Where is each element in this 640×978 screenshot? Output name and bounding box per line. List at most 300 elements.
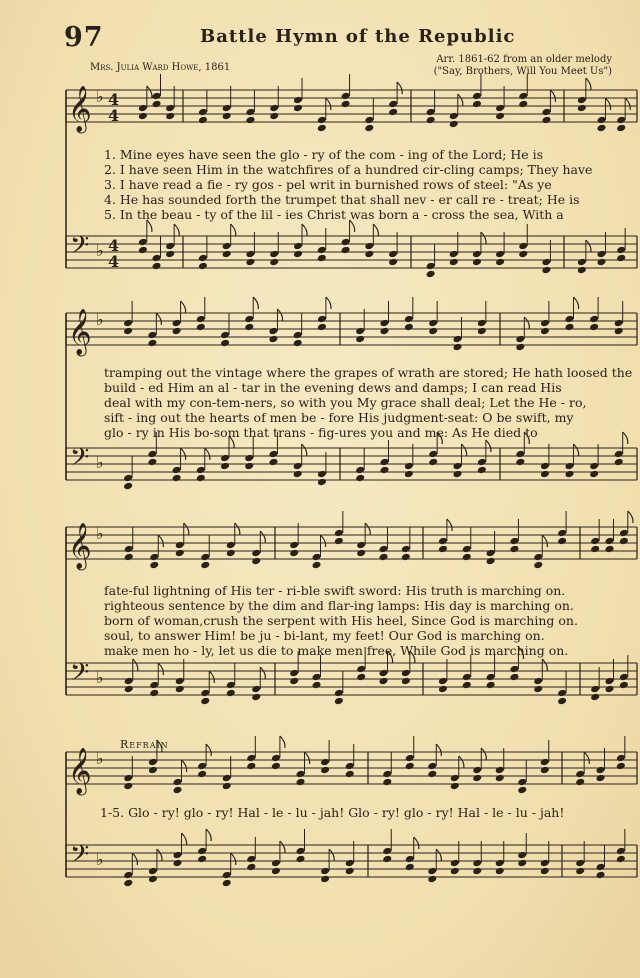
system-2-bass-notehead xyxy=(317,470,327,479)
system-4-bass-notehead xyxy=(382,855,392,864)
system-1-meter-bottom: 4 xyxy=(108,106,120,125)
system-4-treble-notehead xyxy=(405,762,415,771)
system-4-bass-notehead xyxy=(320,867,330,876)
system-1-bass-flat: ♭ xyxy=(96,241,104,260)
system-1-treble-notehead xyxy=(472,100,482,109)
system-4-treble-notehead xyxy=(596,774,606,783)
system-2-bass-notehead xyxy=(244,462,254,471)
system-4-bass-notehead xyxy=(246,863,256,872)
system-4-treble-notehead xyxy=(616,754,626,763)
system-2-bass-notehead xyxy=(453,462,463,471)
system-1-treble-notehead xyxy=(364,116,374,125)
system-4-bass-notehead xyxy=(575,859,585,868)
system-1-treble-notehead xyxy=(341,100,351,109)
system-3-bass-notehead xyxy=(312,673,322,682)
system-3-bass-notehead xyxy=(557,697,567,706)
system-3-bass-notehead xyxy=(462,681,472,690)
system-3-treble-notehead xyxy=(251,549,261,558)
system-1-verse-4-lyric: 4. He has sounded forth the trumpet that shall nev - er call re - treat; He is xyxy=(104,192,580,207)
system-3-bass-notehead xyxy=(605,677,615,686)
system-4-bass-notehead xyxy=(450,867,460,876)
system-3-bass-notehead xyxy=(462,673,472,682)
system-2-verse-5-lyric: glo - ry in His bo-som that trans - fig-ures you and me: As He died to xyxy=(104,425,538,440)
system-2-bass-notehead xyxy=(220,462,230,471)
system-1-bass-notehead xyxy=(198,254,208,263)
system-2-bass-notehead xyxy=(614,458,624,467)
system-1-bass-notehead xyxy=(388,258,398,267)
system-4-treble-flag xyxy=(305,752,310,764)
system-3-bass-notehead xyxy=(486,681,496,690)
system-1-bass-notehead xyxy=(597,258,607,267)
system-1-bass-notehead xyxy=(222,250,232,259)
system-3-bass-notehead xyxy=(124,677,134,686)
system-2-treble-notehead xyxy=(196,315,206,324)
system-1-bass-notehead xyxy=(495,258,505,267)
system-2-bass-notehead xyxy=(196,466,206,475)
system-1-treble-notehead xyxy=(152,100,162,109)
system-2-bass-notehead xyxy=(515,450,525,459)
system-3-treble-notehead xyxy=(251,557,261,566)
system-2-treble-clef: 𝄞 xyxy=(68,309,92,355)
system-3-treble-notehead xyxy=(605,545,615,554)
system-2-treble-flat: ♭ xyxy=(96,310,104,329)
system-4-treble-notehead xyxy=(575,770,585,779)
system-2-treble-notehead xyxy=(317,315,327,324)
system-2-bass-notehead xyxy=(565,462,575,471)
system-3-bass-notehead xyxy=(486,673,496,682)
system-3-treble-flag xyxy=(365,523,370,535)
system-4-bass-notehead xyxy=(382,847,392,856)
system-3-bass-flag xyxy=(260,667,265,679)
system-4-treble-notehead xyxy=(123,782,133,791)
system-1-treble-flag xyxy=(326,98,331,110)
system-2-bass-notehead xyxy=(380,458,390,467)
system-2-verse-4-lyric: sift - ing out the hearts of men be - fore His judgment-seat: O be swift, my xyxy=(104,410,574,425)
system-4-treble-notehead xyxy=(320,758,330,767)
system-1-bass-notehead xyxy=(577,258,587,267)
system-2-bass-notehead xyxy=(317,478,327,487)
system-4-treble-notehead xyxy=(148,766,158,775)
system-4-treble-notehead xyxy=(596,766,606,775)
system-3-treble-notehead xyxy=(590,545,600,554)
system-2-treble-flag xyxy=(181,301,186,313)
system-4-bass-flag xyxy=(414,837,419,849)
system-3-treble-notehead xyxy=(289,549,299,558)
system-3-bass-notehead xyxy=(124,685,134,694)
system-4-bass-notehead xyxy=(472,859,482,868)
system-3-bass-notehead xyxy=(619,673,629,682)
system-1-treble-notehead xyxy=(541,116,551,125)
system-3-bass-notehead xyxy=(251,693,261,702)
system-2-bass-notehead xyxy=(428,450,438,459)
system-3-treble-notehead xyxy=(401,545,411,554)
system-4-bass-notehead xyxy=(540,867,550,876)
system-1-treble-notehead xyxy=(138,104,148,113)
system-3-treble-notehead xyxy=(379,545,389,554)
system-4-treble-flag xyxy=(157,740,162,752)
system-4-treble-notehead xyxy=(345,762,355,771)
system-2-treble-flag xyxy=(574,297,579,309)
system-2-treble-notehead xyxy=(123,327,133,336)
system-4-treble-notehead xyxy=(246,762,256,771)
system-1-bass-flag xyxy=(481,232,486,244)
system-2-treble-notehead xyxy=(404,315,414,324)
system-4-treble-flat: ♭ xyxy=(96,749,104,768)
system-2-bass-notehead xyxy=(477,458,487,467)
system-3-bass-flat: ♭ xyxy=(96,668,104,687)
system-3-bass-notehead xyxy=(438,685,448,694)
system-2-treble-notehead xyxy=(428,319,438,328)
system-2-treble-notehead xyxy=(565,323,575,332)
system-2-bass-notehead xyxy=(196,474,206,483)
system-2-treble-notehead xyxy=(293,331,303,340)
system-2-bass-notehead xyxy=(589,462,599,471)
system-2-bass-flat: ♭ xyxy=(96,453,104,472)
system-1-meter-top: 4 xyxy=(108,236,120,255)
system-3-verse-3-lyric: born of woman,crush the serpent with His heel, Since God is marching on. xyxy=(104,613,578,628)
system-3-treble-notehead xyxy=(149,553,159,562)
system-4-treble-notehead xyxy=(271,754,281,763)
system-1-meter-top: 4 xyxy=(108,90,120,109)
system-3-treble-notehead xyxy=(334,537,344,546)
system-2-bass-notehead xyxy=(515,458,525,467)
system-3-bass-notehead xyxy=(226,681,236,690)
system-4-bass-notehead xyxy=(246,855,256,864)
system-1-treble-notehead xyxy=(269,104,279,113)
system-4-treble-notehead xyxy=(472,766,482,775)
system-3-treble-notehead xyxy=(175,549,185,558)
system-1-treble-notehead xyxy=(341,92,351,101)
system-1-bass-notehead xyxy=(449,258,459,267)
system-3-treble-notehead xyxy=(124,553,134,562)
system-1-bass-notehead xyxy=(152,262,162,271)
system-4-treble-notehead xyxy=(427,770,437,779)
system-3-bass-notehead xyxy=(533,677,543,686)
system-4-bass-notehead xyxy=(495,859,505,868)
system-1-treble-notehead xyxy=(165,104,175,113)
system-4-treble-notehead xyxy=(222,782,232,791)
system-1-bass-notehead xyxy=(341,246,351,255)
system-2-treble-notehead xyxy=(589,315,599,324)
system-3-treble-notehead xyxy=(175,541,185,550)
system-1-treble-notehead xyxy=(364,124,374,133)
system-1-bass-notehead xyxy=(293,242,303,251)
system-3-treble-notehead xyxy=(334,529,344,538)
system-1-treble-notehead xyxy=(198,108,208,117)
system-2-bass-notehead xyxy=(355,466,365,475)
system-1-bass-notehead xyxy=(152,254,162,263)
system-2-bass-notehead xyxy=(540,470,550,479)
system-2-verse-2-lyric: build - ed Him an al - tar in the evening dews and damps; I can read His xyxy=(104,380,562,395)
system-4-verse-1-lyric: 1-5. Glo - ry! glo - ry! Hal - le - lu - jah! Glo - ry! glo - ry! Hal - le - lu - jah! xyxy=(100,805,565,820)
system-3-bass-notehead xyxy=(401,677,411,686)
system-1-bass-notehead xyxy=(426,270,436,279)
system-1-treble-notehead xyxy=(495,112,505,121)
system-2-bass-notehead xyxy=(220,454,230,463)
system-3-bass-notehead xyxy=(379,677,389,686)
system-2-treble-notehead xyxy=(540,327,550,336)
system-4-bass-notehead xyxy=(222,871,232,880)
system-4-treble-flag xyxy=(436,744,441,756)
system-3-treble-notehead xyxy=(124,545,134,554)
system-4-treble-notehead xyxy=(405,754,415,763)
system-4-treble-notehead xyxy=(450,782,460,791)
system-3-verse-4-lyric: soul, to answer Him! be ju - bi-lant, my feet! Our God is marching on. xyxy=(104,628,545,643)
system-2-treble-notehead xyxy=(515,335,525,344)
system-2-bass-notehead xyxy=(123,482,133,491)
system-4-treble-notehead xyxy=(320,766,330,775)
system-1-treble-flat: ♭ xyxy=(96,87,104,106)
system-4-treble-notehead xyxy=(123,774,133,783)
system-1-bass-flag xyxy=(302,224,307,236)
system-1-bass-flag xyxy=(586,240,591,252)
system-3-treble-notehead xyxy=(533,561,543,570)
system-3-treble-notehead xyxy=(438,545,448,554)
system-2-bass-notehead xyxy=(380,466,390,475)
system-3-verse-5-lyric: make men ho - ly, let us die to make men free, While God is marching on. xyxy=(104,643,569,658)
system-2-treble-flag xyxy=(277,309,282,321)
system-4-treble-notehead xyxy=(246,754,256,763)
system-2-bass-notehead xyxy=(404,470,414,479)
system-1-bass-notehead xyxy=(616,254,626,263)
system-3-bass-flag xyxy=(158,663,163,675)
system-4-bass-notehead xyxy=(345,867,355,876)
system-4-treble-notehead xyxy=(517,786,527,795)
system-3-treble-flag xyxy=(260,531,265,543)
system-3-bass-notehead xyxy=(356,665,366,674)
system-4-bass-flag xyxy=(329,849,334,861)
arrangement-line-1: Arr. 1861-62 from an older melody xyxy=(436,54,612,65)
system-2-bass-flag xyxy=(574,444,579,456)
system-4-bass-notehead xyxy=(517,851,527,860)
system-4-bass-notehead xyxy=(320,875,330,884)
system-4-bass-notehead xyxy=(427,875,437,884)
system-2-bass-notehead xyxy=(540,462,550,471)
system-4-bass-flag xyxy=(132,853,137,865)
system-4-bass-notehead xyxy=(197,847,207,856)
system-2-treble-notehead xyxy=(293,339,303,348)
system-3-bass-notehead xyxy=(605,685,615,694)
system-1-treble-notehead xyxy=(245,116,255,125)
system-4-bass-notehead xyxy=(427,867,437,876)
system-1-treble-notehead xyxy=(388,100,398,109)
system-2-treble-notehead xyxy=(404,323,414,332)
system-1-bass-flag xyxy=(174,224,179,236)
system-1-treble-notehead xyxy=(426,108,436,117)
system-2-treble-notehead xyxy=(147,339,157,348)
system-1-treble-notehead xyxy=(198,116,208,125)
system-2-treble-notehead xyxy=(317,323,327,332)
system-2-verse-1-lyric: tramping out the vintage where the grapes of wrath are stored; He hath loosed the xyxy=(104,365,633,380)
hymn-number: 97 xyxy=(64,22,104,53)
system-3-bass-notehead xyxy=(289,677,299,686)
system-1-bass-notehead xyxy=(245,250,255,259)
system-1-treble-flag xyxy=(606,98,611,110)
system-1-bass-flag xyxy=(373,224,378,236)
system-3-bass-notehead xyxy=(590,693,600,702)
system-4-bass-notehead xyxy=(148,867,158,876)
system-2-treble-notehead xyxy=(589,323,599,332)
system-4-treble-notehead xyxy=(382,770,392,779)
system-4-bass-notehead xyxy=(271,859,281,868)
system-2-bass-flag xyxy=(623,432,628,444)
system-4-treble-flag xyxy=(206,744,211,756)
system-3-treble-notehead xyxy=(509,545,519,554)
system-3-bass-flag xyxy=(542,659,547,671)
system-3-treble-notehead xyxy=(379,553,389,562)
system-2-bass-notehead xyxy=(565,470,575,479)
system-1-treble-clef: 𝄞 xyxy=(68,86,92,132)
system-2-treble-notehead xyxy=(380,319,390,328)
system-2-bass-notehead xyxy=(172,466,182,475)
system-1-bass-notehead xyxy=(138,238,148,247)
system-1-treble-notehead xyxy=(222,112,232,121)
system-4-treble-notehead xyxy=(616,762,626,771)
system-4-treble-notehead xyxy=(575,778,585,787)
system-4-treble-notehead xyxy=(173,786,183,795)
system-4-bass-notehead xyxy=(575,867,585,876)
system-4-treble-flag xyxy=(584,752,589,764)
system-3-treble-flag xyxy=(542,535,547,547)
system-2-treble-notehead xyxy=(540,319,550,328)
system-3-bass-notehead xyxy=(200,689,210,698)
system-4-treble-notehead xyxy=(197,770,207,779)
refrain-label: Refrain xyxy=(120,738,169,751)
system-2-bass-notehead xyxy=(268,458,278,467)
system-3-bass-notehead xyxy=(509,665,519,674)
system-4-bass-notehead xyxy=(148,875,158,884)
system-1-bass-notehead xyxy=(388,250,398,259)
system-1-bass-notehead xyxy=(426,262,436,271)
system-3-treble-notehead xyxy=(619,537,629,546)
system-1-bass-notehead xyxy=(198,262,208,271)
system-4-bass-notehead xyxy=(596,871,606,880)
system-3-treble-notehead xyxy=(486,557,496,566)
system-3-bass-notehead xyxy=(401,669,411,678)
arrangement-line-2: ("Say, Brothers, Will You Meet Us") xyxy=(433,66,612,77)
system-1-treble-notehead xyxy=(269,112,279,121)
system-2-treble-flag xyxy=(524,317,529,329)
system-1-bass-notehead xyxy=(616,246,626,255)
system-2-treble-notehead xyxy=(172,319,182,328)
system-2-bass-notehead xyxy=(428,458,438,467)
system-2-treble-notehead xyxy=(268,335,278,344)
system-3-treble-flag xyxy=(184,523,189,535)
system-3-bass-flag xyxy=(209,671,214,683)
system-4-treble-flag xyxy=(481,748,486,760)
system-4-treble-notehead xyxy=(345,770,355,779)
system-3-treble-notehead xyxy=(619,529,629,538)
system-3-treble-flat: ♭ xyxy=(96,524,104,543)
system-1-treble-notehead xyxy=(293,96,303,105)
system-2-treble-notehead xyxy=(453,343,463,352)
system-2-treble-notehead xyxy=(355,327,365,336)
system-1-treble-flag xyxy=(147,86,152,98)
system-4-treble-notehead xyxy=(197,762,207,771)
system-2-treble-notehead xyxy=(268,327,278,336)
system-4-treble-flag xyxy=(182,760,187,772)
system-1-treble-flag xyxy=(550,90,555,102)
system-4-bass-notehead xyxy=(596,863,606,872)
system-3-treble-notehead xyxy=(462,553,472,562)
system-1-verse-3-lyric: 3. I have read a fie - ry gos - pel writ in burnished rows of steel: "As ye xyxy=(104,177,552,192)
system-1-treble-notehead xyxy=(388,108,398,117)
system-1-treble-notehead xyxy=(449,120,459,129)
system-2-bass-flag xyxy=(181,448,186,460)
system-3-bass-notehead xyxy=(379,669,389,678)
system-4-treble-flag xyxy=(459,756,464,768)
system-3-bass-notehead xyxy=(175,685,185,694)
system-1-treble-notehead xyxy=(616,116,626,125)
system-3-treble-notehead xyxy=(590,537,600,546)
system-2-bass-notehead xyxy=(268,450,278,459)
system-1-treble-notehead xyxy=(472,92,482,101)
system-4-bass-notehead xyxy=(495,867,505,876)
system-3-treble-notehead xyxy=(312,553,322,562)
system-3-treble-notehead xyxy=(533,553,543,562)
system-1-treble-notehead xyxy=(495,104,505,113)
system-3-treble-flag xyxy=(447,519,452,531)
system-3-bass-clef: 𝄢 xyxy=(70,658,90,693)
system-2-bass-notehead xyxy=(293,470,303,479)
system-1-treble-notehead xyxy=(245,108,255,117)
system-1-bass-notehead xyxy=(269,250,279,259)
system-4-treble-notehead xyxy=(173,778,183,787)
system-3-bass-notehead xyxy=(149,681,159,690)
system-2-treble-notehead xyxy=(147,331,157,340)
system-1-treble-notehead xyxy=(165,112,175,121)
system-2-treble-flag xyxy=(156,313,161,325)
system-4-bass-notehead xyxy=(222,879,232,888)
system-2-bass-notehead xyxy=(614,450,624,459)
system-2-bass-notehead xyxy=(404,462,414,471)
system-4-bass-notehead xyxy=(345,859,355,868)
system-1-treble-notehead xyxy=(317,124,327,133)
system-4-bass-notehead xyxy=(296,855,306,864)
system-1-bass-notehead xyxy=(449,250,459,259)
system-2-treble-notehead xyxy=(453,335,463,344)
system-1-treble-notehead xyxy=(449,112,459,121)
system-2-bass-flag xyxy=(302,444,307,456)
system-1-bass-clef: 𝄢 xyxy=(70,231,90,266)
system-2-bass-flag xyxy=(205,448,210,460)
system-1-bass-notehead xyxy=(165,250,175,259)
system-1-treble-notehead xyxy=(597,124,607,133)
system-4-bass-notehead xyxy=(450,859,460,868)
system-3-bass-flag xyxy=(133,659,138,671)
system-3-bass-notehead xyxy=(590,685,600,694)
system-1-treble-notehead xyxy=(577,96,587,105)
system-4-treble-notehead xyxy=(540,758,550,767)
system-4-bass-notehead xyxy=(616,847,626,856)
system-1-bass-notehead xyxy=(472,250,482,259)
system-4-bass-notehead xyxy=(123,871,133,880)
system-4-treble-notehead xyxy=(495,774,505,783)
system-1-treble-notehead xyxy=(222,104,232,113)
system-3-treble-notehead xyxy=(462,545,472,554)
system-2-treble-notehead xyxy=(220,331,230,340)
system-3-bass-notehead xyxy=(334,689,344,698)
system-2-bass-notehead xyxy=(293,462,303,471)
system-4-bass-clef: 𝄢 xyxy=(70,840,90,875)
system-4-treble-flag xyxy=(280,736,285,748)
system-3-treble-notehead xyxy=(200,561,210,570)
system-3-bass-notehead xyxy=(557,689,567,698)
system-3-treble-clef: 𝄞 xyxy=(68,523,92,569)
system-4-treble-notehead xyxy=(450,774,460,783)
system-3-treble-flag xyxy=(628,511,633,523)
system-4-bass-flat: ♭ xyxy=(96,850,104,869)
